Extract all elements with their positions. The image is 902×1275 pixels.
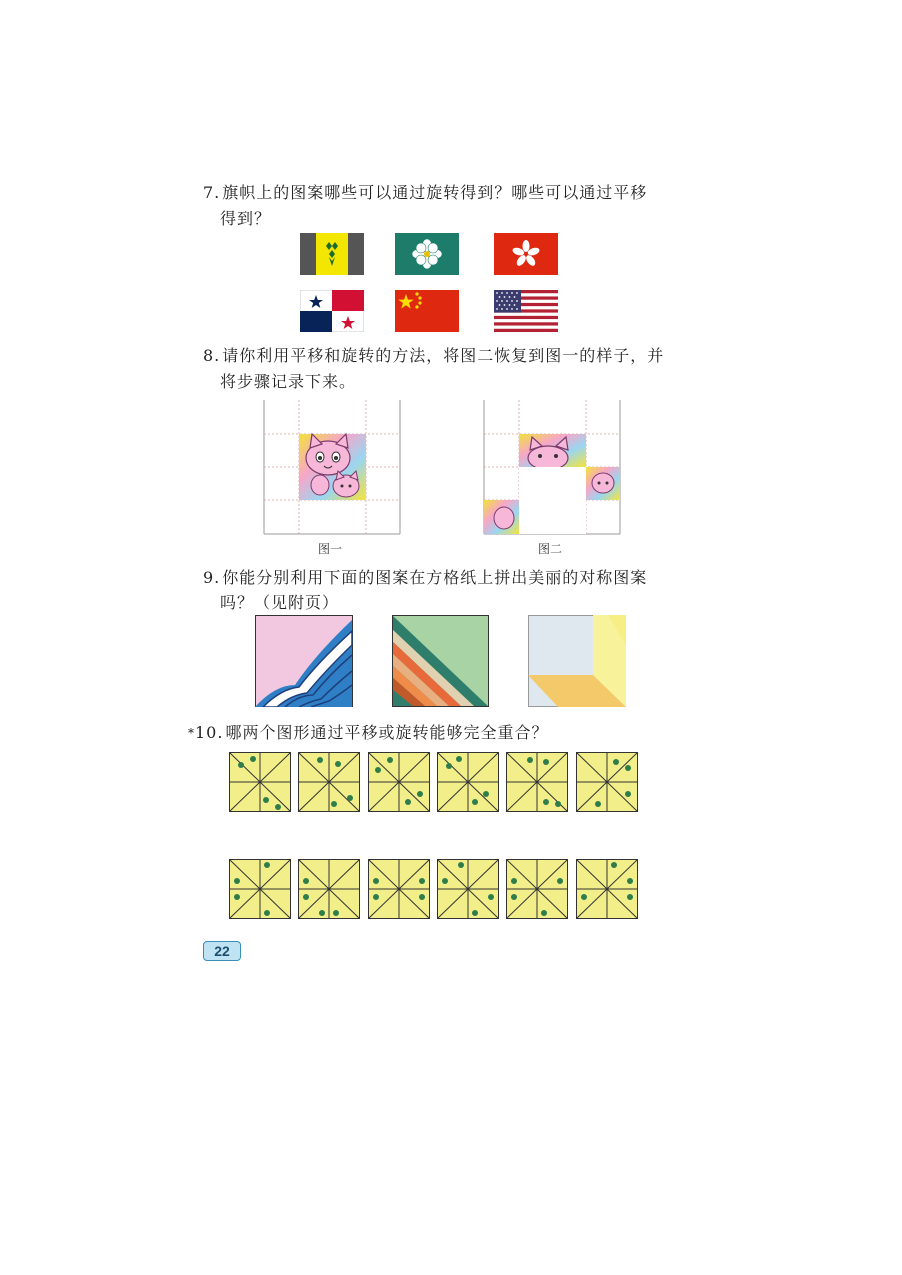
china-flag xyxy=(395,290,459,332)
tile-4[interactable] xyxy=(437,752,499,812)
figure-2 xyxy=(482,400,622,536)
tile-10[interactable] xyxy=(437,859,499,919)
figure-1 xyxy=(262,400,402,536)
hong-kong-flag xyxy=(494,233,558,275)
question-10-number: 10. xyxy=(195,723,224,742)
saint-vincent-flag xyxy=(300,233,364,275)
question-9-text-line2: 吗？（见附页） xyxy=(220,593,340,612)
question-8-line2 xyxy=(220,369,356,395)
macau-flag xyxy=(395,233,459,275)
question-7-number: 7. xyxy=(203,183,221,202)
tile-12[interactable] xyxy=(576,859,638,919)
tile-8[interactable] xyxy=(298,859,360,919)
panama-flag xyxy=(300,290,364,332)
question-8 xyxy=(203,343,664,369)
tile-5[interactable] xyxy=(506,752,568,812)
tile-11[interactable] xyxy=(506,859,568,919)
tile-9[interactable] xyxy=(368,859,430,919)
question-10 xyxy=(188,720,548,746)
question-7-text-line1: 旗帜上的图案哪些可以通过旋转得到？哪些可以通过平移 xyxy=(222,183,648,202)
question-10-mark: * xyxy=(188,726,195,740)
question-7-text-line2: 得到？ xyxy=(220,209,272,228)
page-number-badge: 22 xyxy=(203,941,241,961)
tile-2[interactable] xyxy=(298,752,360,812)
question-9-line2 xyxy=(220,590,339,616)
question-7-line2 xyxy=(220,206,271,232)
figure-1-caption: 图一 xyxy=(318,542,343,556)
question-9 xyxy=(203,565,647,591)
pattern-cube xyxy=(528,615,626,707)
pattern-book xyxy=(255,615,353,707)
question-8-number: 8. xyxy=(203,346,221,365)
tile-1[interactable] xyxy=(229,752,291,812)
usa-flag xyxy=(494,290,558,332)
question-8-text-line2: 将步骤记录下来。 xyxy=(220,372,357,391)
tile-7[interactable] xyxy=(229,859,291,919)
question-9-number: 9. xyxy=(203,568,221,587)
tile-6[interactable] xyxy=(576,752,638,812)
question-10-text: 哪两个图形通过平移或旋转能够完全重合？ xyxy=(225,723,549,742)
tile-3[interactable] xyxy=(368,752,430,812)
question-8-text-line1: 请你利用平移和旋转的方法，将图二恢复到图一的样子，并 xyxy=(222,346,665,365)
pattern-stripes xyxy=(392,615,489,707)
figure-2-caption: 图二 xyxy=(538,542,563,556)
question-7 xyxy=(203,180,647,206)
question-9-text-line1: 你能分别利用下面的图案在方格纸上拼出美丽的对称图案 xyxy=(222,568,648,587)
